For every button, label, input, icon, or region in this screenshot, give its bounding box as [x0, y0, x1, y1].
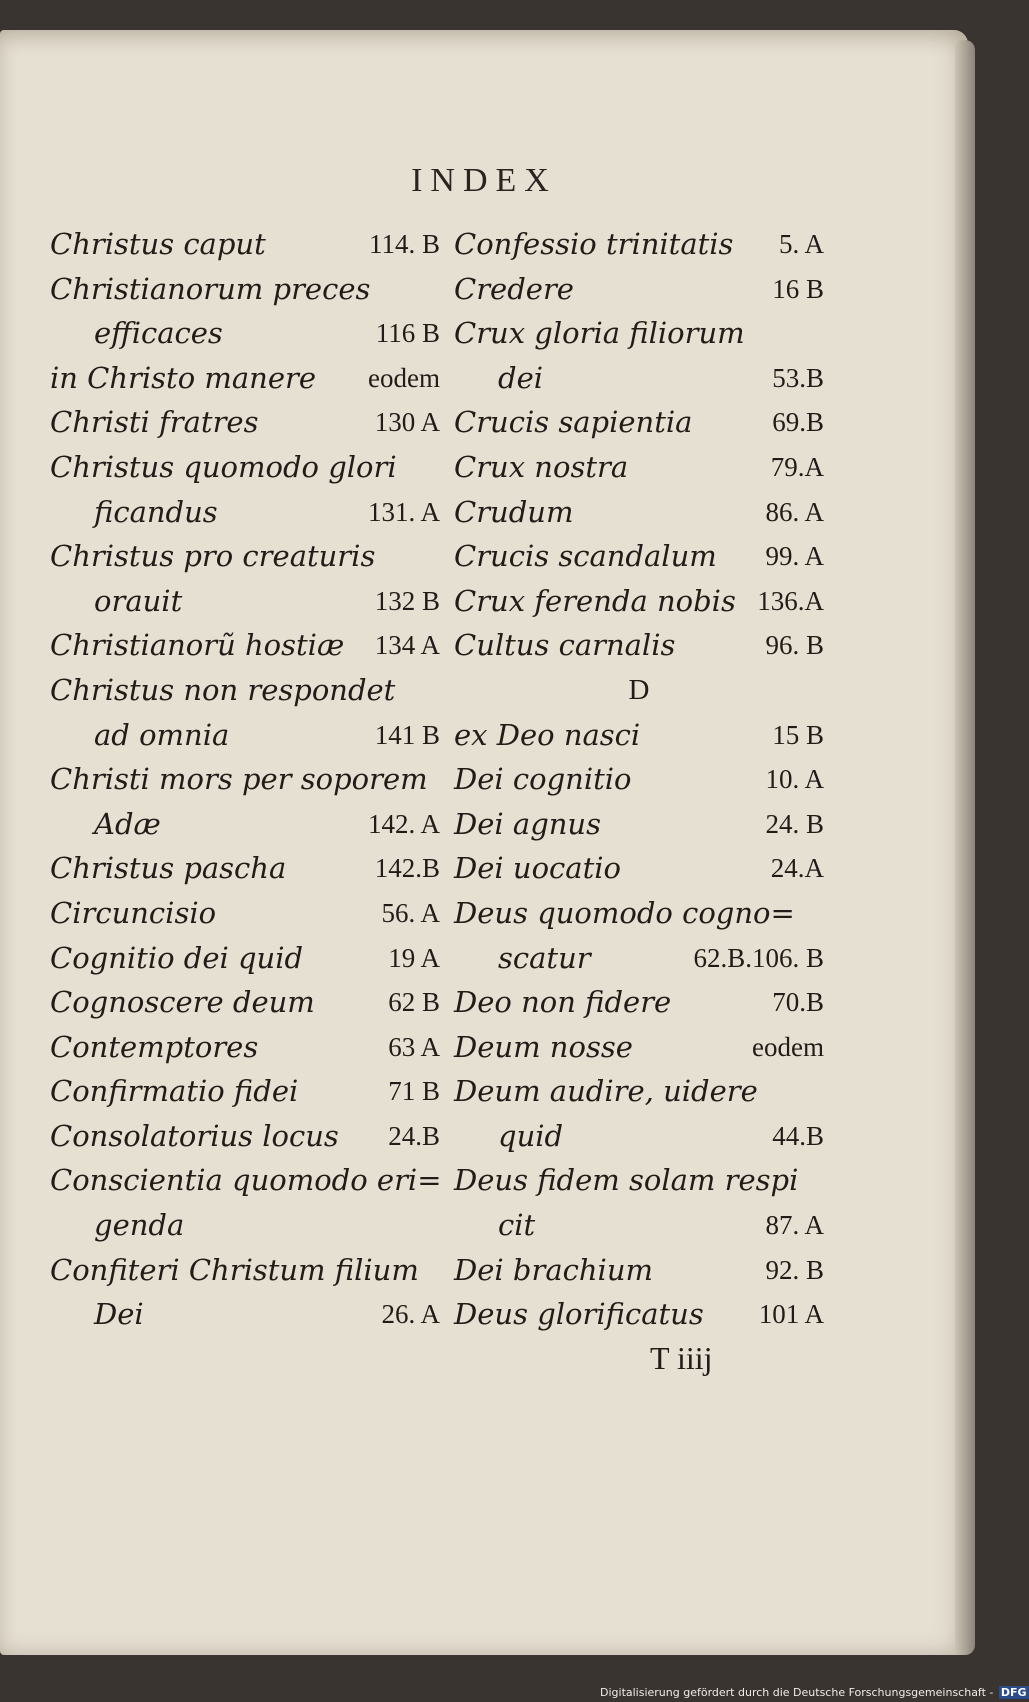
entry-term: ex Deo nasci [454, 717, 641, 752]
entry-term: Dei [94, 1297, 144, 1332]
page-edge [955, 40, 975, 1655]
entry-term: Confessio trinitatis [454, 227, 734, 261]
entry-term: Dei agnus [454, 806, 601, 841]
entry-term: Dei uocatio [454, 851, 621, 886]
index-entry [454, 757, 824, 802]
entry-reference: 16 B [772, 273, 824, 304]
index-entry [50, 1203, 440, 1248]
entry-reference: 116 B [375, 318, 440, 349]
entry-term: Dei cognitio [454, 762, 632, 797]
credit-text: Digitalisierung gefördert durch die Deutsche Forschungsgemeinschaft - [600, 1686, 994, 1699]
entry-term: Cultus carnalis [454, 628, 676, 663]
dfg-logo: DFG [1000, 1686, 1027, 1699]
entry-reference: eodem [752, 1031, 824, 1062]
entry-term: Deum nosse [454, 1029, 633, 1064]
entry-reference: 86. A [765, 496, 824, 527]
entry-reference: 71 B [388, 1076, 440, 1107]
entry-reference: 44.B [772, 1120, 824, 1151]
entry-term: Crux ferenda nobis [454, 583, 736, 618]
entry-term: Deus quomodo cogno= [454, 895, 795, 930]
index-entry [50, 936, 440, 981]
index-entry [454, 400, 824, 445]
entry-term: Christi fratres [50, 405, 259, 440]
index-entry [454, 623, 824, 668]
entry-term: Circuncisio [50, 895, 217, 930]
index-entry [50, 1158, 440, 1203]
index-entry [50, 579, 440, 624]
entry-term: Dei brachium [454, 1252, 653, 1287]
entry-term: Christus pascha [50, 851, 287, 886]
entry-reference: 53.B [772, 362, 824, 393]
index-entry [50, 222, 440, 267]
entry-term: scatur [498, 940, 591, 975]
index-entry [50, 400, 440, 445]
entry-term: ficandus [94, 494, 218, 529]
entry-reference: 142. A [367, 808, 440, 839]
signature-mark: T iiij [650, 1340, 713, 1376]
index-entry [50, 668, 440, 713]
index-entry [50, 534, 440, 579]
section-letter: D [628, 673, 650, 706]
entry-term: Cognoscere deum [50, 985, 315, 1020]
entry-reference: 24.A [770, 853, 824, 884]
index-entry [454, 802, 824, 847]
entry-term: Christi mors per soporem [50, 762, 428, 797]
entry-term: Christianorum preces [50, 271, 371, 306]
index-entry [454, 1114, 824, 1159]
entry-reference: 87. A [765, 1210, 824, 1241]
entry-term: Contemptores [50, 1029, 259, 1064]
index-entry [50, 980, 440, 1025]
index-entry [50, 1069, 440, 1114]
index-entry [454, 490, 824, 535]
entry-reference: 142.B [374, 853, 440, 884]
index-entry [454, 311, 824, 356]
index-entry [454, 713, 824, 758]
index-entry [454, 222, 824, 267]
entry-term: Deo non fidere [454, 985, 672, 1020]
index-entry [50, 311, 440, 356]
entry-term: Crux nostra [454, 449, 629, 484]
entry-reference: 26. A [381, 1299, 440, 1330]
entry-term: genda [94, 1208, 185, 1243]
entry-term: efficaces [94, 316, 223, 351]
entry-term: Christus caput [50, 227, 266, 261]
entry-reference: 10. A [765, 764, 824, 795]
entry-term: Conscientia quomodo eri= [50, 1163, 442, 1198]
entry-term: Christus quomodo glori [50, 449, 397, 484]
entry-term: in Christo manere [50, 360, 317, 395]
entry-term: Crux gloria filiorum [454, 316, 745, 351]
index-entry [454, 668, 824, 713]
entry-reference: 96. B [765, 630, 824, 661]
entry-term: dei [498, 360, 544, 395]
entry-reference: 134 A [374, 630, 440, 661]
index-entry [454, 267, 824, 312]
index-entry [50, 1114, 440, 1159]
entry-reference: 5. A [778, 229, 824, 259]
entry-reference: 24. B [765, 808, 824, 839]
entry-reference: 63 A [388, 1031, 440, 1062]
index-entry [50, 1292, 440, 1337]
entry-reference: 101 A [758, 1299, 824, 1330]
index-entry [50, 1025, 440, 1070]
index-entry [454, 1248, 824, 1293]
index-entry [50, 1248, 440, 1293]
index-entry [454, 1025, 824, 1070]
entry-reference: 24.B [388, 1120, 440, 1151]
entry-reference: 56. A [381, 897, 440, 928]
page-heading: INDEX [411, 162, 557, 199]
entry-reference: 69.B [772, 407, 824, 438]
entry-term: Christianorũ hostiæ [50, 628, 345, 663]
entry-reference: 79.A [770, 451, 824, 482]
entry-term: quid [498, 1118, 564, 1153]
entry-reference: 130 A [374, 407, 440, 438]
entry-term: Cognitio dei quid [50, 940, 304, 975]
index-entry [454, 1069, 824, 1114]
index-entry [50, 846, 440, 891]
index-column-left [50, 222, 440, 1337]
index-entry [50, 757, 440, 802]
entry-term: Deus fidem solam respi [454, 1163, 799, 1198]
index-entry [50, 445, 440, 490]
entry-reference: 62.B.106. B [693, 942, 824, 973]
index-entry [50, 490, 440, 535]
entry-reference: 136.A [757, 585, 824, 616]
entry-term: Credere [454, 271, 574, 306]
index-entry [454, 356, 824, 401]
entry-term: Adæ [94, 806, 161, 841]
index-entry [454, 1158, 824, 1203]
entry-term: Crucis scandalum [454, 539, 717, 574]
entry-reference: 141 B [374, 719, 440, 750]
entry-term: ad omnia [94, 717, 230, 752]
entry-term: cit [498, 1208, 536, 1243]
entry-term: Consolatorius locus [50, 1118, 339, 1153]
entry-term: Crucis sapientia [454, 405, 693, 440]
entry-reference: 19 A [388, 942, 440, 973]
entry-reference: 99. A [765, 541, 824, 572]
index-entry [50, 623, 440, 668]
index-entry [454, 846, 824, 891]
entry-reference: 114. B [368, 229, 440, 259]
entry-reference: 132 B [374, 585, 440, 616]
index-entry [50, 891, 440, 936]
digitization-credit [600, 1686, 1027, 1699]
index-entry [50, 267, 440, 312]
entry-reference: 70.B [772, 987, 824, 1018]
index-column-right [454, 222, 824, 1337]
entry-reference: eodem [368, 362, 440, 393]
index-entry [454, 936, 824, 981]
entry-term: Confirmatio fidei [50, 1074, 299, 1109]
entry-term: Deum audire, uidere [454, 1074, 758, 1109]
index-entry [454, 891, 824, 936]
index-entry [50, 802, 440, 847]
entry-reference: 62 B [388, 987, 440, 1018]
entry-term: Christus non respondet [50, 672, 396, 707]
index-entry [454, 534, 824, 579]
entry-term: Confiteri Christum filium [50, 1252, 419, 1287]
entry-reference: 15 B [772, 719, 824, 750]
entry-reference: 131. A [367, 496, 440, 527]
index-entry [454, 579, 824, 624]
index-entry [454, 445, 824, 490]
entry-term: orauit [94, 583, 183, 618]
entry-term: Deus glorificatus [454, 1297, 704, 1332]
index-entry [454, 980, 824, 1025]
entry-reference: 92. B [765, 1254, 824, 1285]
index-entry [454, 1292, 824, 1337]
index-entry [50, 713, 440, 758]
entry-term: Christus pro creaturis [50, 539, 376, 574]
entry-term: Crudum [454, 494, 574, 529]
index-entry [50, 356, 440, 401]
index-entry [454, 1203, 824, 1248]
